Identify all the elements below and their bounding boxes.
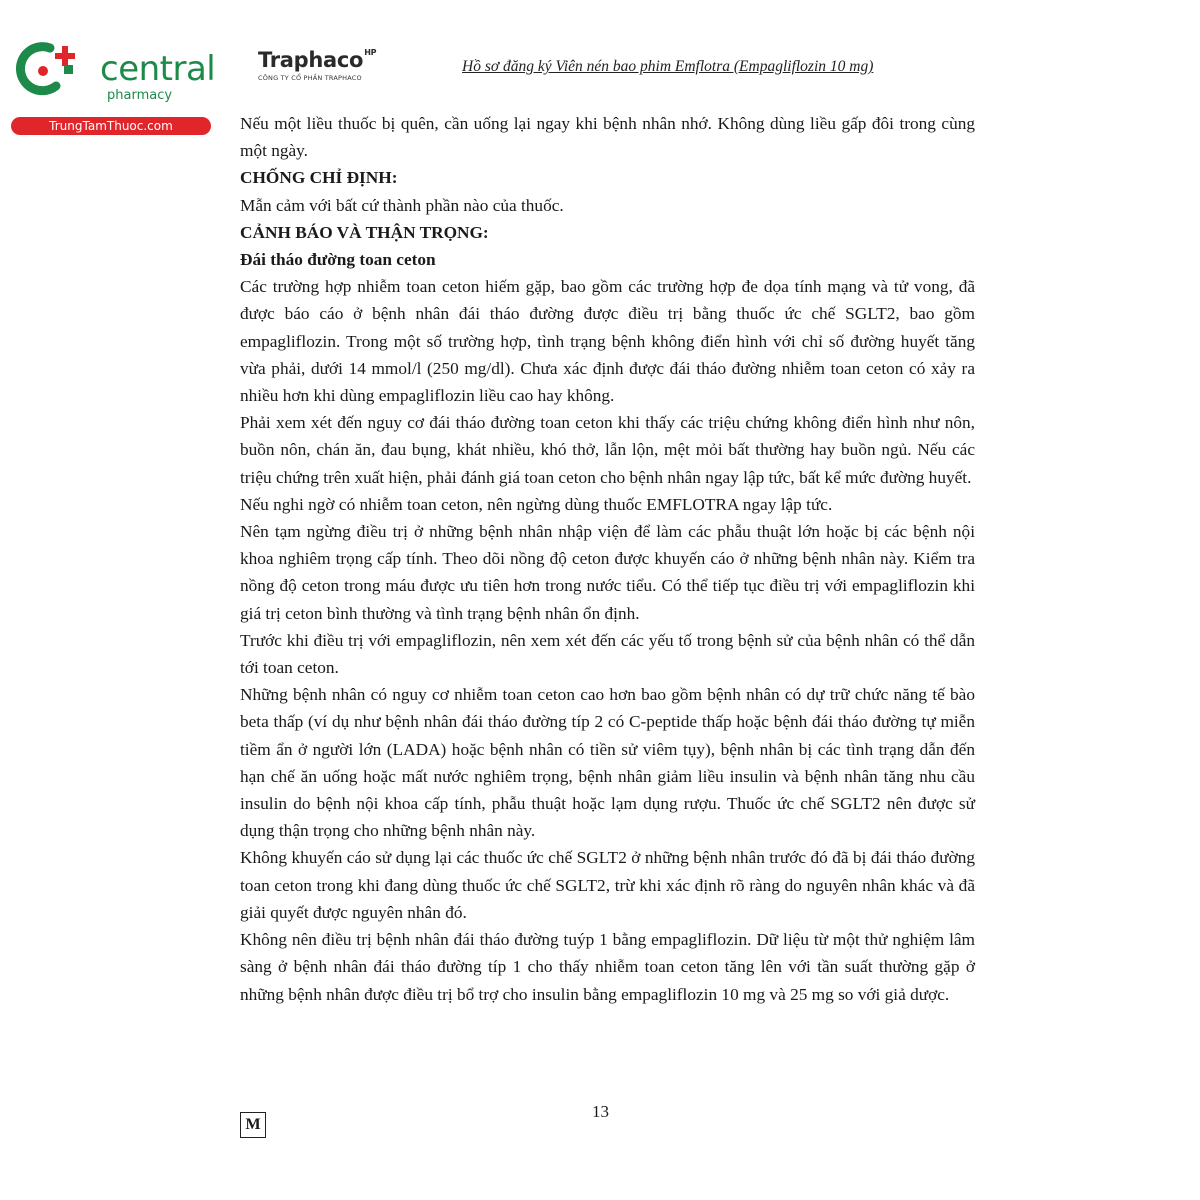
paragraph: Những bệnh nhân có nguy cơ nhiễm toan ceton cao hơn bao gồm bệnh nhân có dự trữ chức năng tế bào beta thấp (ví dụ như bệnh nhân đái tháo đường típ 2 có C-peptide thấp hoặc bệnh đái tháo đường tự miễn tiềm ẩn ở người lớn (LADA) hoặc bệnh nhân có tiền sử viêm tụy), bệnh nhân bị các tình trạng dẫn đến hạn chế ăn uống hoặc mất nước nghiêm trọng, bệnh nhân giảm liều insulin và bệnh nhân tăng nhu cầu insulin do bệnh nội khoa cấp tính, phẫu thuật hoặc lạm dụng rượu. Thuốc ức chế SGLT2 nên được sử dụng thận trọng cho những bệnh nhân này. [240, 685, 975, 841]
brand-name [258, 48, 376, 72]
document-header-title: Hồ sơ đăng ký Viên nén bao phim Emflotra (Empagliflozin 10 mg) [462, 58, 874, 75]
logo-url-badge[interactable]: TrungTamThuoc.com [11, 117, 211, 135]
paragraph-missed-dose: Nếu một liều thuốc bị quên, cần uống lại ngay khi bệnh nhân nhớ. Không dùng liều gấp đôi trong cùng một ngày. [240, 114, 975, 161]
paragraph-contraindications: Mẫn cảm với bất cứ thành phần nào của thuốc. [240, 195, 564, 215]
brand-name-text: Traphaco [258, 48, 364, 72]
heading-ketoacidosis: Đái tháo đường toan ceton [240, 250, 436, 270]
central-pharmacy-logo[interactable] [10, 38, 215, 138]
logo-sub: pharmacy [107, 88, 173, 103]
paragraph: Các trường hợp nhiễm toan ceton hiếm gặp, bao gồm các trường hợp đe dọa tính mạng và tử vong, đã được báo cáo ở bệnh nhân đái tháo đường được điều trị bằng thuốc ức chế SGLT2, bao gồm empagliflozin. Trong một số trường hợp, tình trạng bệnh không điển hình với chỉ số đường huyết tăng vừa phải, dưới 14 mmol/l (250 mg/dl). Chưa xác định được đái tháo đường nhiễm toan ceton có xảy ra nhiều hơn khi dùng empagliflozin liều cao hay không. [240, 277, 975, 406]
paragraph: Phải xem xét đến nguy cơ đái tháo đường toan ceton khi thấy các triệu chứng không điển hình như nôn, buồn nôn, chán ăn, đau bụng, khát nhiều, khó thở, lẫn lộn, mệt mỏi bất thường hay buồn ngủ. Nếu các triệu chứng trên xuất hiện, phải đánh giá toan ceton cho bệnh nhân ngay lập tức, bất kể mức đường huyết. [240, 413, 975, 487]
heading-contraindications: CHỐNG CHỈ ĐỊNH: [240, 168, 398, 188]
pharmacy-cross-icon [10, 38, 90, 98]
paragraph: Không khuyến cáo sử dụng lại các thuốc ức chế SGLT2 ở những bệnh nhân trước đó đã bị đái tháo đường toan ceton trong khi đang dùng thuốc ức chế SGLT2, trừ khi xác định rõ ràng do nguyên nhân khác và đã giải quyết được nguyên nhân đó. [240, 848, 975, 922]
logo-name: central [100, 49, 216, 89]
brand-sub: CÔNG TY CỔ PHẦN TRAPHACO [258, 74, 362, 82]
heading-warnings: CẢNH BÁO VÀ THẬN TRỌNG: [240, 222, 489, 242]
document-body [240, 110, 975, 1008]
traphaco-brand [258, 48, 376, 82]
paragraph: Nếu nghi ngờ có nhiễm toan ceton, nên ngừng dùng thuốc EMFLOTRA ngay lập tức. [240, 494, 833, 514]
brand-mark: HP [364, 48, 377, 57]
paragraph: Nên tạm ngừng điều trị ở những bệnh nhân nhập viện để làm các phẫu thuật lớn hoặc bị các bệnh nội khoa nghiêm trọng cấp tính. Theo dõi nồng độ ceton được khuyến cáo ở những bệnh nhân này. Kiểm tra nồng độ ceton trong máu được ưu tiên hơn trong nước tiểu. Có thể tiếp tục điều trị với empagliflozin khi giá trị ceton bình thường và tình trạng bệnh nhân ổn định. [240, 522, 975, 623]
page-number: 13 [592, 1102, 609, 1121]
footer-mark-box: M [240, 1112, 266, 1138]
paragraph: Không nên điều trị bệnh nhân đái tháo đường tuýp 1 bằng empagliflozin. Dữ liệu từ một thử nghiệm lâm sàng ở bệnh nhân đái tháo đường típ 1 cho thấy nhiễm toan ceton tăng lên với tần suất thường gặp ở những bệnh nhân được điều trị bổ trợ cho insulin bằng empagliflozin 10 mg và 25 mg so với giả dược. [240, 930, 975, 1004]
paragraph: Trước khi điều trị với empagliflozin, nên xem xét đến các yếu tố trong bệnh sử của bệnh nhân có thể dẫn tới toan ceton. [240, 630, 975, 678]
